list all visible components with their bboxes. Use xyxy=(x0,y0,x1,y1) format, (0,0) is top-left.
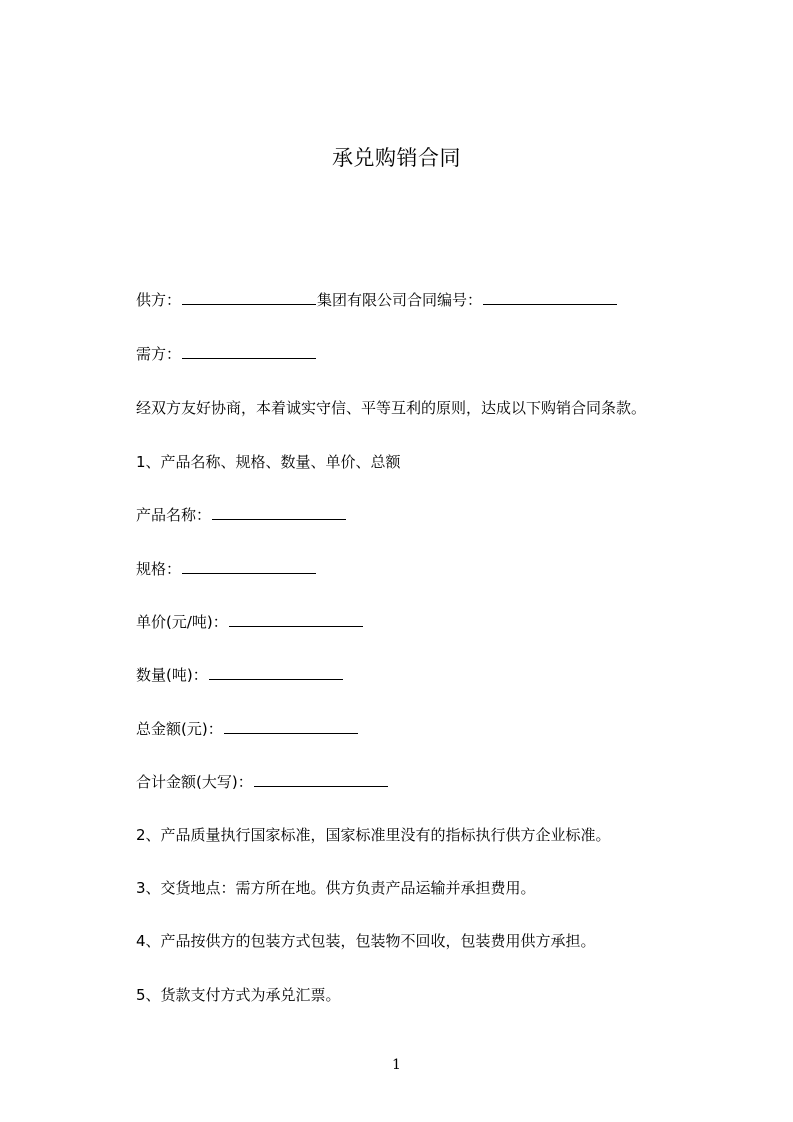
clause-5: 5、货款支付方式为承兑汇票。 xyxy=(136,986,341,1004)
product-name-line xyxy=(136,505,347,525)
clause-4: 4、产品按供方的包装方式包装，包装物不回收，包装费用供方承担。 xyxy=(136,932,596,950)
product-name-label: 产品名称： xyxy=(136,506,212,524)
total-amount-upper-label: 合计金额(大写)： xyxy=(136,773,253,791)
unit-price-label: 单价(元/吨)： xyxy=(136,613,228,631)
spec-blank[interactable] xyxy=(182,559,316,574)
supplier-line xyxy=(136,290,618,310)
clause-3: 3、交货地点：需方所在地。供方负责产品运输并承担费用。 xyxy=(136,879,536,897)
quantity-label: 数量(吨)： xyxy=(136,666,208,684)
total-amount-upper-blank[interactable] xyxy=(254,772,388,787)
preamble: 经双方友好协商，本着诚实守信、平等互利的原则，达成以下购销合同条款。 xyxy=(136,399,647,417)
supplier-label: 供方： xyxy=(136,291,182,309)
supplier-suffix: 集团有限公司合同编号： xyxy=(317,291,483,309)
supplier-name-blank[interactable] xyxy=(182,290,316,305)
quantity-blank[interactable] xyxy=(209,665,343,680)
total-amount-label: 总金额(元)： xyxy=(136,720,223,738)
contract-number-blank[interactable] xyxy=(483,290,617,305)
clause-1-heading: 1、产品名称、规格、数量、单价、总额 xyxy=(136,453,401,471)
total-amount-upper-line xyxy=(136,772,389,792)
clause-2: 2、产品质量执行国家标准，国家标准里没有的指标执行供方企业标准。 xyxy=(136,826,611,844)
total-amount-line xyxy=(136,719,359,739)
unit-price-line xyxy=(136,612,364,632)
page-number: 1 xyxy=(392,1057,401,1073)
unit-price-blank[interactable] xyxy=(229,612,363,627)
product-name-blank[interactable] xyxy=(212,505,346,520)
quantity-line xyxy=(136,665,344,685)
buyer-name-blank[interactable] xyxy=(182,344,316,359)
total-amount-blank[interactable] xyxy=(224,719,358,734)
spec-line xyxy=(136,559,317,579)
document-title: 承兑购销合同 xyxy=(332,146,461,170)
buyer-label: 需方： xyxy=(136,345,182,363)
spec-label: 规格： xyxy=(136,560,182,578)
buyer-line xyxy=(136,344,317,364)
